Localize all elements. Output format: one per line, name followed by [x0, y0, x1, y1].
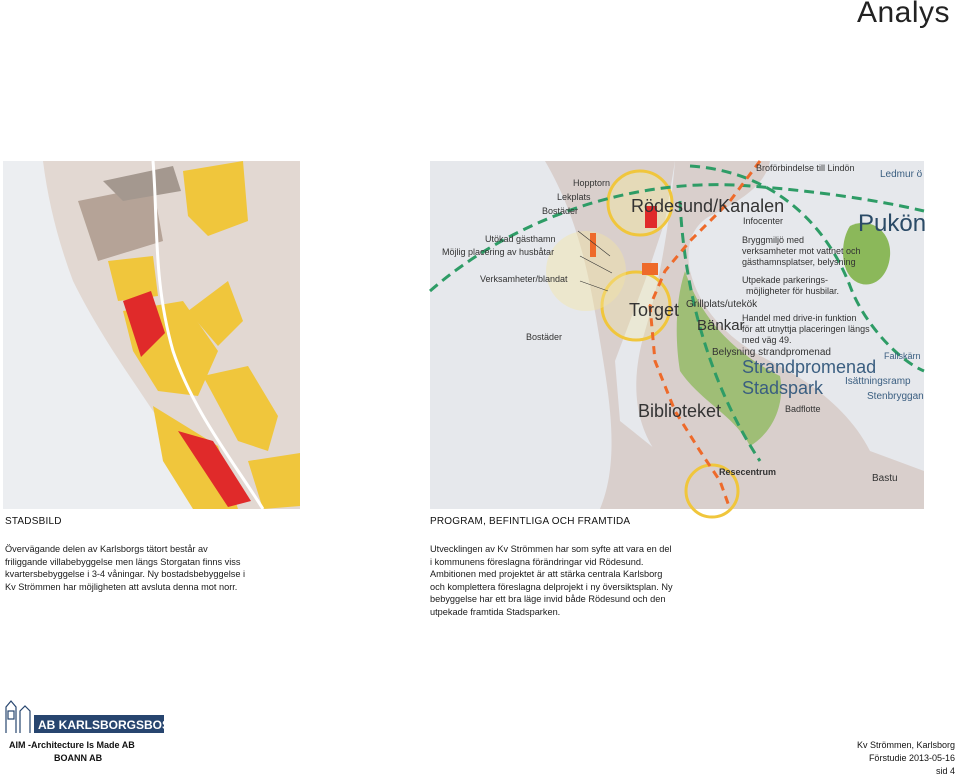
- label-verksamheter: Verksamheter/blandat: [480, 274, 568, 284]
- label-grillplats: Grillplats/utekök: [686, 299, 758, 310]
- label-biblioteket: Biblioteket: [638, 401, 722, 421]
- footer-date: Förstudie 2013-05-16: [868, 753, 955, 763]
- logo-text: AB KARLSBORGSBOSTÄDER: [38, 718, 212, 732]
- karlsborgsbostader-logo: [3, 697, 212, 737]
- footer-left: [9, 739, 135, 765]
- stadsbild-heading: STADSBILD: [5, 516, 62, 527]
- label-bankar: Bänkar: [697, 317, 745, 334]
- footer-company-1: AIM -Architecture Is Made AB: [9, 740, 135, 750]
- label-handel-1: Handel med drive-in funktion: [742, 313, 857, 323]
- program-body: Utvecklingen av Kv Strömmen har som syfte att vara en del i kommunens föreslagna förändringar vid Rödesund. Ambitionen med projektet är att stärka centrala Karlsborg och komplettera föreslagna delprojekt i ny översiktsplan. Ny bebyggelse har ett bra läge invid både Rödesund och den utpekade framtida Stadsparken.: [430, 544, 673, 617]
- label-resecentrum: Resecentrum: [719, 467, 777, 477]
- label-strandpromenad: Strandpromenad: [742, 357, 877, 377]
- label-badflotte: Badflotte: [785, 404, 821, 414]
- label-parkering-2: möjligheter för husbilar.: [746, 286, 840, 296]
- label-lekplats: Lekplats: [557, 192, 591, 202]
- label-fallskarm: Fallskärn: [884, 351, 921, 361]
- program-map: [430, 161, 927, 509]
- footer-right: [857, 739, 955, 778]
- label-brygg-2: verksamheter mot vattnet och: [742, 246, 861, 256]
- label-torget: Torget: [629, 300, 680, 320]
- label-isattningsramp: Isättningsramp: [845, 376, 911, 387]
- label-utokad-gasthamn: Utökad gästhamn: [485, 234, 556, 244]
- label-handel-3: med väg 49.: [742, 335, 792, 345]
- footer-page-number: sid 4: [935, 766, 955, 776]
- label-ledmur: Ledmur ö: [880, 169, 923, 180]
- label-stadspark: Stadspark: [742, 378, 824, 398]
- stadsbild-body: Övervägande delen av Karlsborgs tätort består av friliggande villabebyggelse men längs Storgatan finns viss kvartersbebyggelse i 3-4 våningar. Ny bostadsbebyggelse i Kv Strömmen har möjligheten att avsluta denna mot norr.: [5, 544, 246, 592]
- label-hopptorn: Hopptorn: [573, 178, 611, 188]
- label-mojlig-placering: Möjlig placering av husbåtar: [442, 247, 555, 257]
- label-handel-2: för att utnyttja placeringen längs: [742, 324, 870, 334]
- label-brygg-1: Bryggmiljö med: [742, 235, 805, 245]
- label-brygg-3: gästhamnsplatser, belysning: [742, 257, 856, 267]
- label-belysning: Belysning strandpromenad: [712, 347, 831, 358]
- stadsbild-map: [3, 161, 300, 509]
- program-heading: PROGRAM, BEFINTLIGA OCH FRAMTIDA: [430, 516, 631, 527]
- label-rodesund: Rödesund/Kanalen: [631, 196, 785, 216]
- label-bastu: Bastu: [872, 473, 898, 484]
- label-parkering-1: Utpekade parkerings-: [742, 275, 829, 285]
- label-stenbryggan: Stenbryggan: [867, 391, 924, 402]
- label-infocenter: Infocenter: [743, 216, 784, 226]
- page-title: Analys: [856, 0, 950, 29]
- label-pukon: Pukön: [858, 210, 927, 237]
- footer-company-2: BOANN AB: [54, 753, 103, 763]
- label-bostader-mid: Bostäder: [526, 332, 563, 342]
- footer-project: Kv Strömmen, Karlsborg: [856, 740, 955, 750]
- label-bostader-top: Bostäder: [542, 206, 579, 216]
- label-broforbindelse: Broförbindelse till Lindön: [756, 163, 855, 173]
